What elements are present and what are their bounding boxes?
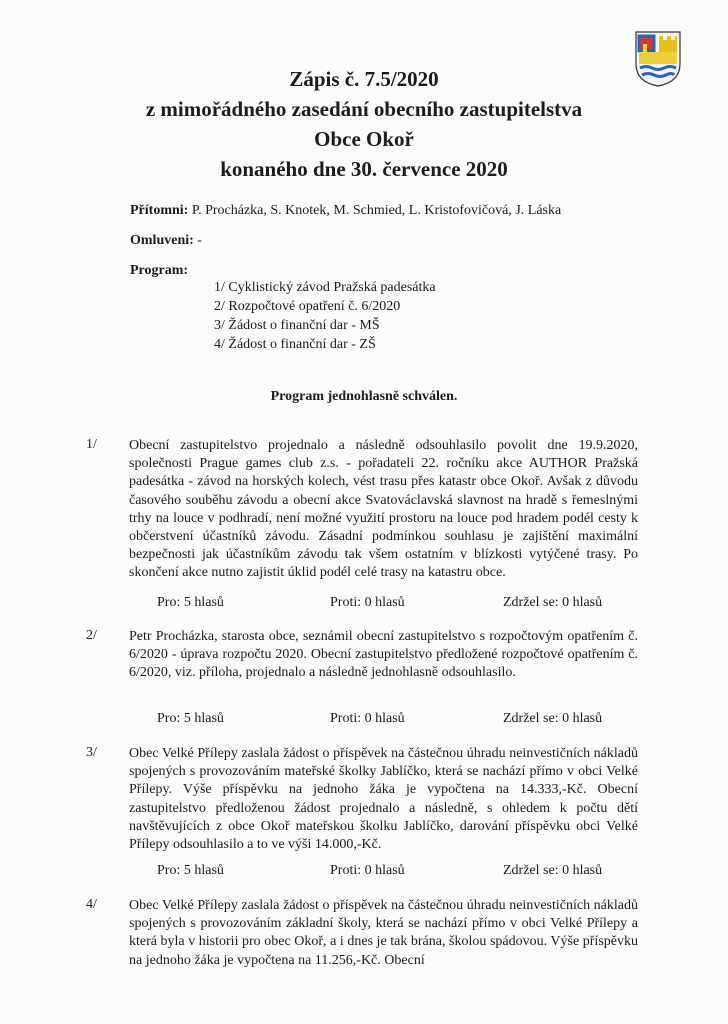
votes-proti: Proti: 0 hlasů bbox=[330, 863, 405, 878]
item-number: 2/ bbox=[86, 628, 97, 643]
title-line-4: konaného dne 30. července 2020 bbox=[220, 157, 508, 181]
excused-label: Omluveni: bbox=[130, 233, 194, 248]
votes-proti: Proti: 0 hlasů bbox=[330, 711, 405, 726]
item-text: Obec Velké Přílepy zaslala žádost o příspěvek na částečnou úhradu neinvestičních nákladů spojených s provozováním mateřské školky Jablíčko, která se nachází přímo v obci Velké Přílepy. Výše příspěvku na jednoho žáka je vypočtena na 14.333,-Kč. Obecní zastupitelstvo předloženou žádost projednalo a následně, s ohledem k počtu dětí navštěvujících z obce Okoř mateřskou školku Jablíčko, darování příspěvku obci Velké Přílepy odsouhlasilo a to ve výši 14.000,-Kč. bbox=[129, 746, 638, 853]
item-number: 1/ bbox=[86, 437, 97, 452]
excused-value: - bbox=[197, 233, 202, 248]
votes-zdrzel: Zdržel se: 0 hlasů bbox=[503, 711, 603, 726]
item-text: Obecní zastupitelstvo projednalo a následně odsouhlasilo povolit dne 19.9.2020, společnosti Prague games club z.s. - pořadateli 22. ročníku akce AUTHOR Pražská padesátka - závod na horských kolech, vést trasu přes katastr obce Okoř. Avšak z důvodu časového souběhu závodu a obecní akce Svatováclavská slavnost na hradě s řemeslnými trhy na louce v podhradí, není možné využití prostoru na louce pod hradem podél cesty k občerstvení účastníků závodu. Zásadní podmínkou souhlasu je zajištění maximální bezpečnosti jak účastníkům závodu tak všem ostatním v blízkosti vytýčené trasy. Po skončení akce nutno zajistit úklid podél celé trasy na katastru obce. bbox=[129, 438, 638, 581]
item-text: Petr Procházka, starosta obce, seznámil obecní zastupitelstvo s rozpočtovým opatřením č. 6/2020 - úprava rozpočtu 2020. Obecní zastupitelstvo předložené rozpočtové opatřením č. 6/2020, viz. příloha, projednalo a následně jednohlasně odsouhlasilo. bbox=[129, 629, 638, 681]
votes-pro: Pro: 5 hlasů bbox=[157, 711, 224, 726]
present-label: Přítomni: bbox=[130, 203, 189, 218]
present-row bbox=[130, 203, 561, 219]
program-item: 4/ Žádost o finanční dar - ZŠ bbox=[214, 337, 376, 352]
item-number: 4/ bbox=[86, 897, 97, 912]
item-text: Obec Velké Přílepy zaslala žádost o příspěvek na částečnou úhradu neinvestičních nákladů spojených s provozováním základní školy, která se nachází přímo v obci Velké Přílepy a která byla v historii pro obec Okoř, a i dnes je tak brána, školou spádovou. Výše příspěvku na jednoho žáka je vypočtena na 11.256,-Kč. Obecní bbox=[129, 898, 638, 968]
program-item: 2/ Rozpočtové opatření č. 6/2020 bbox=[214, 299, 401, 314]
title-line-2: z mimořádného zasedání obecního zastupitelstva bbox=[145, 97, 583, 121]
votes-pro: Pro: 5 hlasů bbox=[157, 595, 224, 610]
document-title bbox=[0, 64, 728, 184]
program-item: 1/ Cyklistický závod Pražská padesátka bbox=[214, 280, 436, 295]
votes-pro: Pro: 5 hlasů bbox=[157, 863, 224, 878]
votes-zdrzel: Zdržel se: 0 hlasů bbox=[503, 595, 603, 610]
title-line-1: Zápis č. 7.5/2020 bbox=[289, 67, 439, 91]
title-line-3: Obce Okoř bbox=[314, 127, 414, 151]
present-value: P. Procházka, S. Knotek, M. Schmied, L. Kristofovičová, J. Láska bbox=[191, 203, 562, 218]
item-number: 3/ bbox=[86, 745, 97, 760]
excused-row bbox=[130, 233, 202, 249]
votes-zdrzel: Zdržel se: 0 hlasů bbox=[503, 863, 603, 878]
program-item: 3/ Žádost o finanční dar - MŠ bbox=[214, 318, 380, 333]
votes-proti: Proti: 0 hlasů bbox=[330, 595, 405, 610]
program-label: Program: bbox=[130, 263, 189, 278]
program-approved: Program jednohlasně schválen. bbox=[270, 389, 458, 404]
program-list bbox=[214, 278, 436, 354]
